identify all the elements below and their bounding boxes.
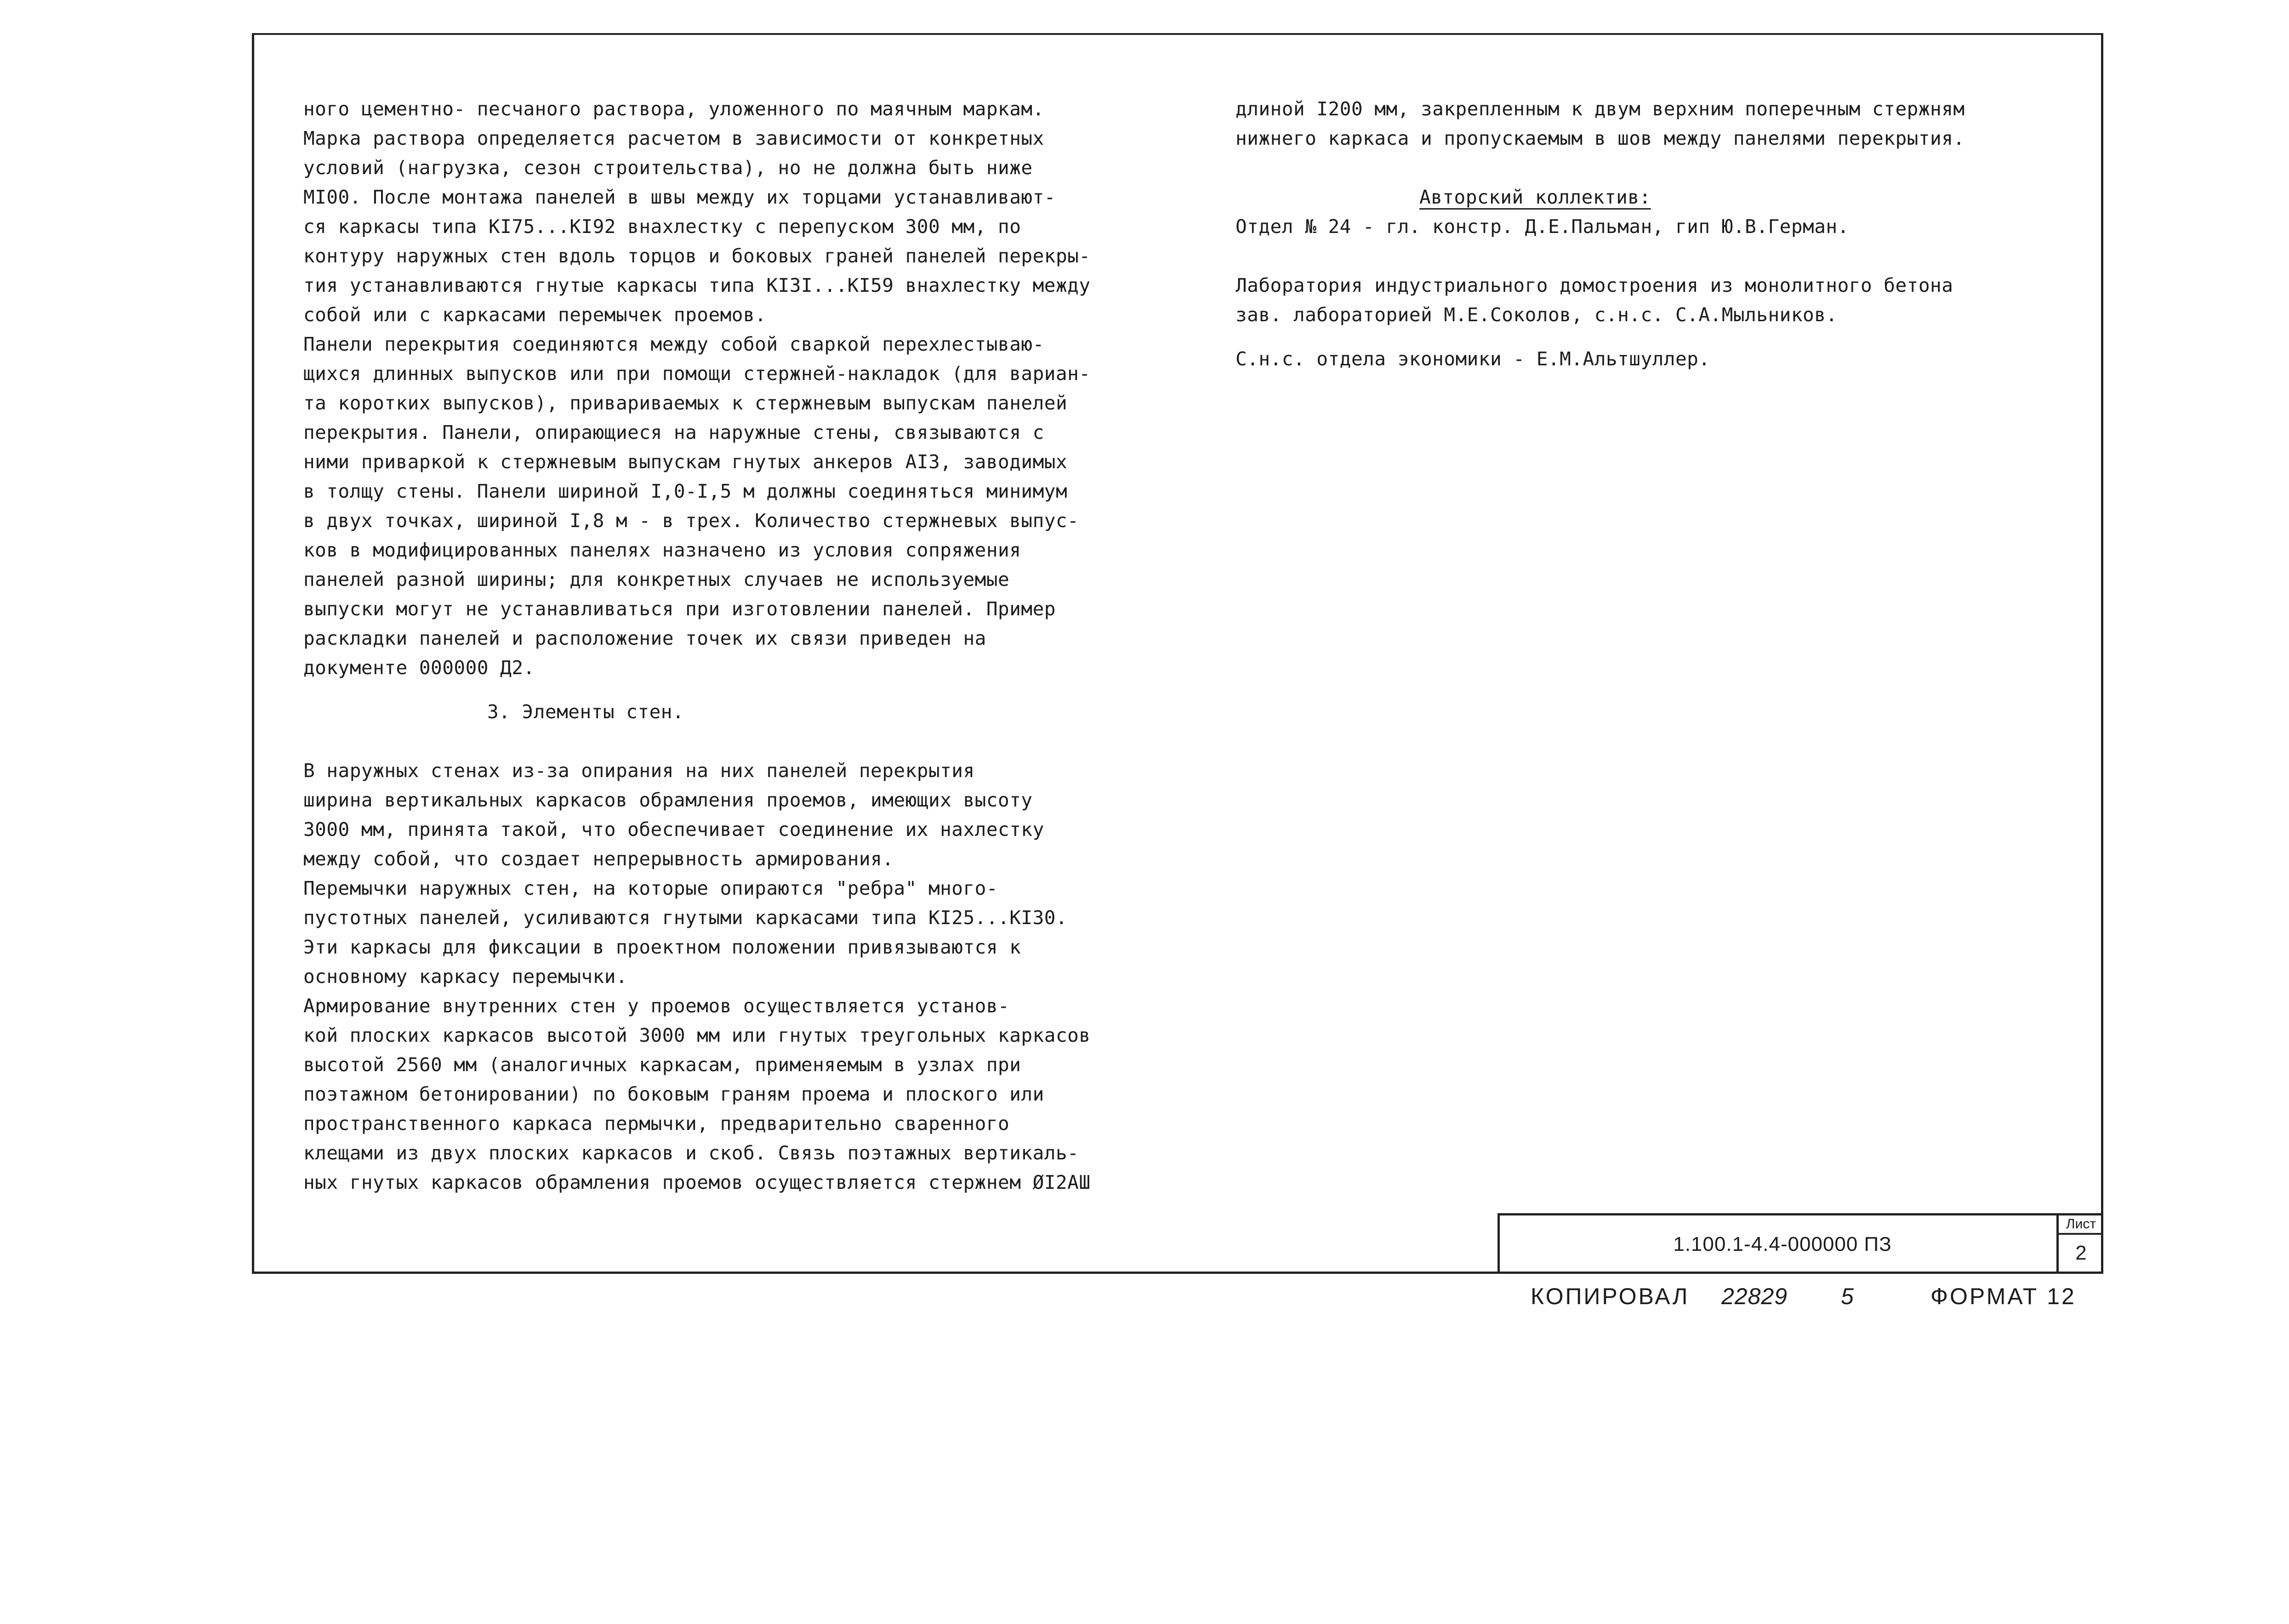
- text-line: документе 000000 Д2.: [303, 657, 535, 679]
- text-line: в двух точках, шириной I,8 м - в трех. Количество стержневых выпус-: [303, 510, 1079, 532]
- text-line: кой плоских каркасов высотой 3000 мм или гнутых треугольных каркасов: [303, 1024, 1091, 1046]
- text-line: В наружных стенах из-за опирания на них панелей перекрытия: [303, 760, 975, 782]
- text-line: ними приваркой к стержневым выпускам гнутых анкеров AI3, заводимых: [303, 451, 1068, 473]
- authors-title-text: Авторский коллектив:: [1419, 186, 1651, 208]
- text-line: ся каркасы типа KI75...KI92 внахлестку с перепуском 300 мм, по: [303, 216, 1021, 238]
- text-line: ных гнутых каркасов обрамления проемов осуществляется стержнем ØI2AШ: [303, 1171, 1091, 1193]
- text-line: Эти каркасы для фиксации в проектном положении привязываются к: [303, 936, 1021, 958]
- authors-title: [1236, 182, 1965, 212]
- sheet-cell: [2056, 1215, 2103, 1273]
- text-line: зав. лабораторией М.Е.Соколов, с.н.с. С.А.Мыльников.: [1236, 304, 1838, 326]
- paragraph-3: [303, 756, 1091, 874]
- text-line: ного цементно- песчаного раствора, уложенного по маячным маркам.: [303, 98, 1044, 120]
- right-column: [1236, 94, 1965, 374]
- sheet-label: Лист: [2059, 1215, 2103, 1235]
- text-line: выпуски могут не устанавливаться при изготовлении панелей. Пример: [303, 598, 1056, 620]
- text-line: ков в модифицированных панелях назначено из условия сопряжения: [303, 539, 1021, 561]
- text-line: клещами из двух плоских каркасов и скоб. Связь поэтажных вертикаль-: [303, 1142, 1079, 1164]
- text-line: условий (нагрузка, сезон строительства), но не должна быть ниже: [303, 157, 1033, 179]
- text-line: пустотных панелей, усиливаются гнутыми каркасами типа KI25...KI30.: [303, 907, 1068, 929]
- text-line: собой или с каркасами перемычек проемов.: [303, 304, 767, 326]
- footer-copied: КОПИРОВАЛ: [1531, 1283, 1690, 1309]
- footer-format: ФОРМАТ 12: [1930, 1283, 2076, 1309]
- footer-copy-number: 22829: [1721, 1283, 1788, 1309]
- authors-econ: С.н.с. отдела экономики - Е.М.Альтшуллер.: [1236, 348, 1710, 370]
- text-line: основному каркасу перемычки.: [303, 965, 628, 988]
- text-line: Лаборатория индустриального домостроения из монолитного бетона: [1236, 274, 1953, 296]
- text-line: панелей разной ширины; для конкретных случаев не используемые: [303, 568, 1010, 591]
- text-line: щихся длинных выпусков или при помощи стержней-накладок (для вариан-: [303, 363, 1091, 385]
- text-line: высотой 2560 мм (аналогичных каркасам, применяемым в узлах при: [303, 1054, 1021, 1076]
- text-line: перекрытия. Панели, опирающиеся на наружные стены, связываются с: [303, 421, 1044, 443]
- document-code: 1.100.1-4.4-000000 ПЗ: [1673, 1232, 1892, 1255]
- text-line: Марка раствора определяется расчетом в зависимости от конкретных: [303, 127, 1044, 149]
- sheet-number: 2: [2075, 1242, 2087, 1264]
- text-line: 3000 мм, принята такой, что обеспечивает соединение их нахлестку: [303, 818, 1044, 840]
- text-line: Армирование внутренних стен у проемов осуществляется установ-: [303, 995, 1010, 1017]
- authors-lab: [1236, 271, 1965, 329]
- text-line: между собой, что создает непрерывность армирования.: [303, 848, 894, 870]
- left-column: [303, 94, 1091, 1197]
- text-line: MI00. После монтажа панелей в швы между их торцами устанавливают-: [303, 186, 1056, 208]
- paragraph-1: [303, 94, 1091, 329]
- text-line: контуру наружных стен вдоль торцов и боковых граней панелей перекры-: [303, 245, 1091, 267]
- paragraph-continuation: [1236, 94, 1965, 153]
- text-line: раскладки панелей и расположение точек их связи приведен на: [303, 627, 986, 649]
- paragraph-5: [303, 991, 1091, 1197]
- text-line: длиной I200 мм, закрепленным к двум верхним поперечным стержням: [1236, 98, 1965, 120]
- paragraph-2: [303, 329, 1091, 682]
- section-title: 3. Элементы стен.: [487, 701, 684, 723]
- text-line: нижнего каркаса и пропускаемым в шов между панелями перекрытия.: [1236, 127, 1965, 149]
- paragraph-4: [303, 874, 1091, 991]
- text-line: та коротких выпусков), привариваемых к стержневым выпускам панелей: [303, 392, 1068, 414]
- text-line: ширина вертикальных каркасов обрамления проемов, имеющих высоту: [303, 789, 1033, 811]
- text-line: тия устанавливаются гнутые каркасы типа KI3I...KI59 внахлестку между: [303, 274, 1091, 296]
- text-line: Панели перекрытия соединяются между собой сваркой перехлестываю-: [303, 333, 1044, 355]
- title-block-stamp: [1498, 1213, 2103, 1273]
- authors-dept: Отдел № 24 - гл. констр. Д.Е.Пальман, гип Ю.В.Герман.: [1236, 216, 1849, 238]
- text-line: пространственного каркаса пермычки, предварительно сваренного: [303, 1113, 1010, 1135]
- text-line: поэтажном бетонировании) по боковым граням проема и плоского или: [303, 1083, 1044, 1105]
- footer-five: 5: [1841, 1283, 1856, 1309]
- text-line: Перемычки наружных стен, на которые опираются "ребра" много-: [303, 877, 998, 899]
- text-line: в толщу стены. Панели шириной I,0-I,5 м должны соединяться минимум: [303, 480, 1068, 502]
